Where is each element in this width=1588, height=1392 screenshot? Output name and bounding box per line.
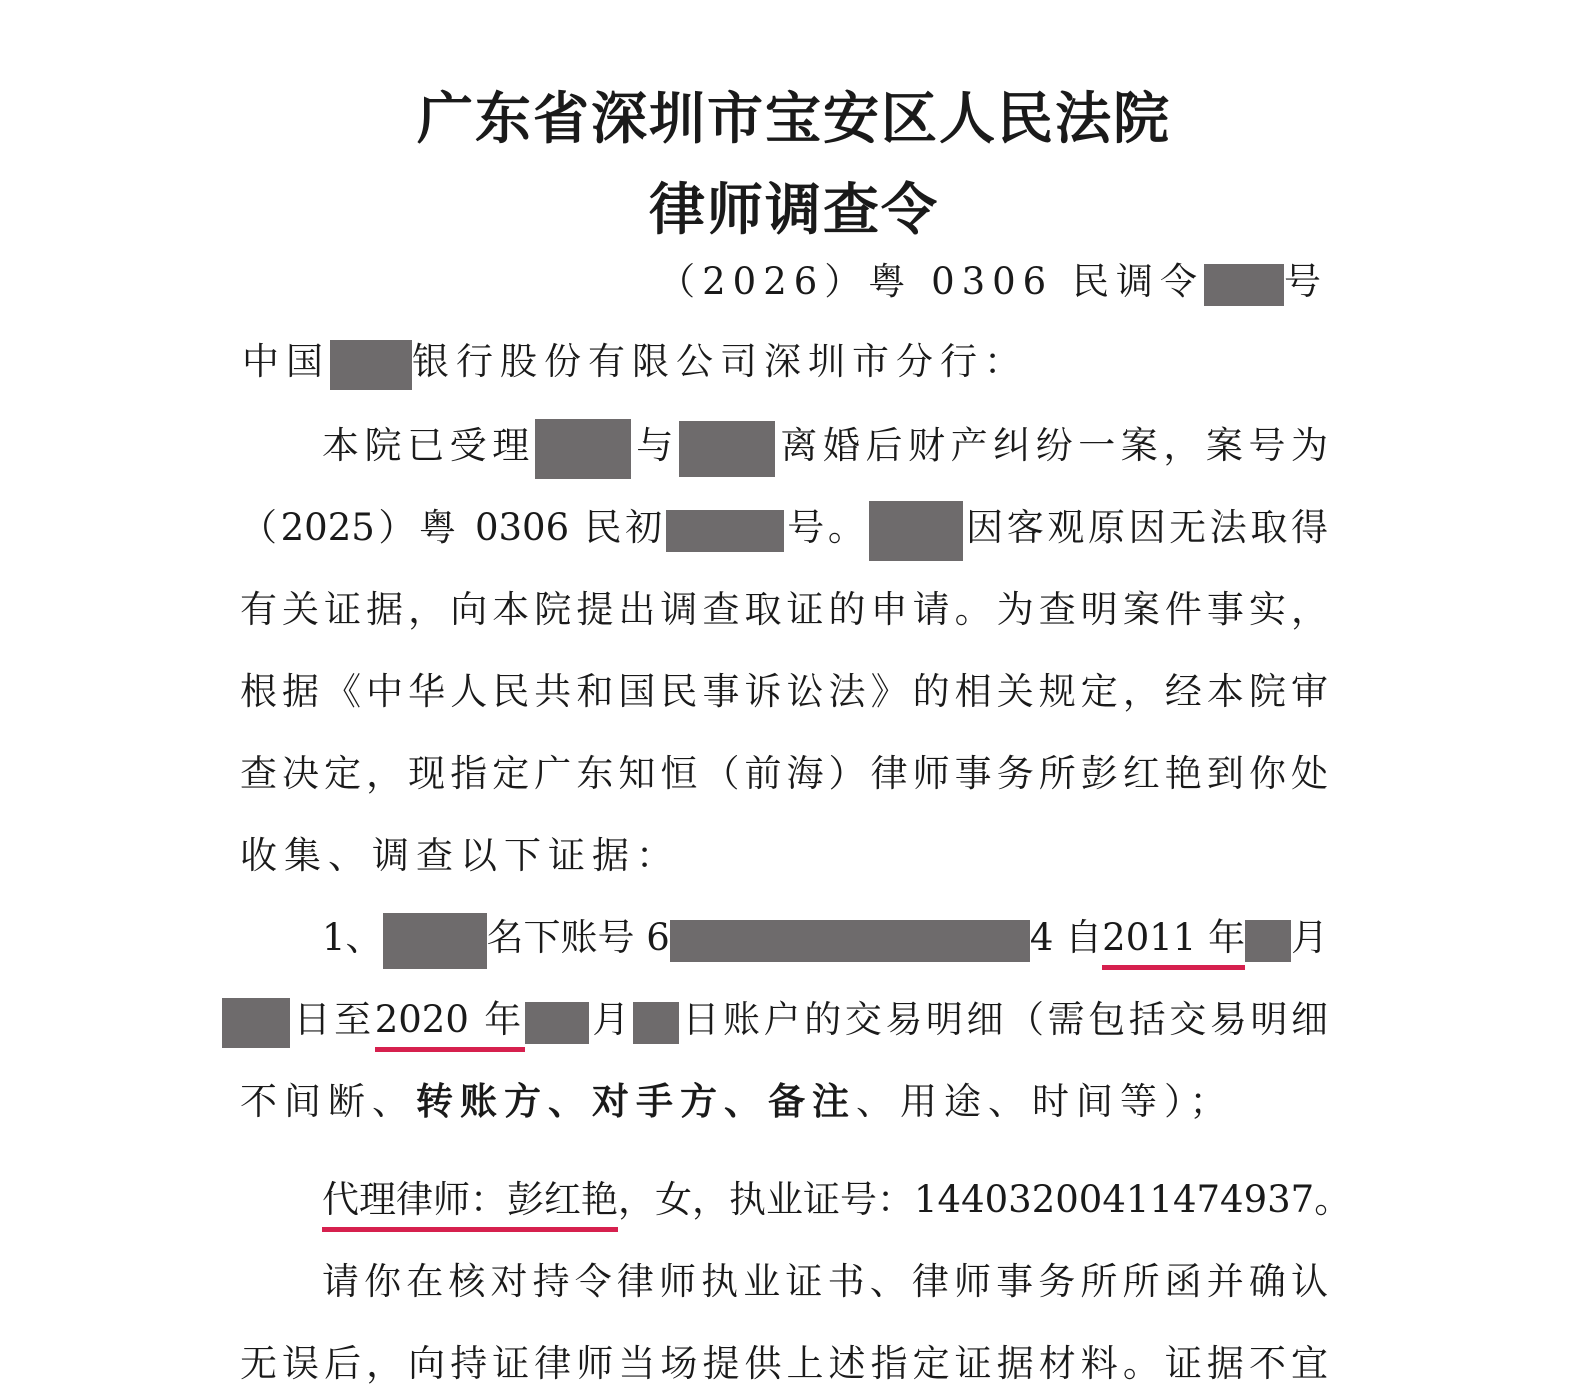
evidence-item-line [222,992,1328,1048]
redaction [1245,920,1291,962]
addressee-pre: 中国 [242,340,330,383]
paragraph-line: 收集、调查以下证据： [240,834,680,877]
text: 名下账号 6 [486,916,670,959]
bold-text: 转账方、对手方、备注 [416,1080,856,1123]
paragraph-line: 有关证据，向本院提出调查取证的申请。为查明案件事实， [240,588,1328,631]
redaction [633,1002,679,1044]
redaction [330,340,412,390]
text: 号。 [783,506,869,549]
paragraph-line: 查决定，现指定广东知恒（前海）律师事务所彭红艳到你处 [240,752,1328,795]
redaction [666,510,784,552]
text: 日至 [290,998,375,1041]
lawyer-license: ，女，执业证号：14403200411474937。 [618,1178,1352,1221]
redaction [525,1002,589,1044]
text: （2025）粤 0306 民初 [240,506,666,549]
evidence-item-line [322,910,1328,969]
paragraph-line: 请你在核对持令律师执业证书、律师事务所所函并确认 [322,1260,1328,1303]
redaction [679,421,775,477]
paragraph-line: 根据《中华人民共和国民事诉讼法》的相关规定，经本院审 [240,670,1328,713]
document-title: 律师调查令 [649,178,939,243]
underlined-year-2011: 2011 年 [1102,916,1245,970]
text: 因客观原因无法取得 [962,506,1328,549]
doc-no-suffix: 号 [1284,260,1328,303]
text: 与 [630,424,679,467]
text: 月 [1291,916,1329,959]
text: 、用途、时间等）； [856,1080,1234,1123]
lawyer-name-underlined: 代理律师：彭红艳 [322,1178,618,1232]
evidence-item-line [240,1074,1328,1130]
text: 离婚后财产纠纷一案，案号为 [774,424,1329,467]
document-number [658,254,1328,310]
text: 月 [588,998,633,1041]
underlined-year-2020: 2020 年 [375,998,525,1052]
redaction [535,419,631,479]
addressee [242,334,1330,390]
redaction [869,501,963,561]
text: 1、 [322,916,383,959]
redaction [383,913,487,969]
court-name: 广东省深圳市宝安区人民法院 [417,87,1171,152]
redaction [222,998,290,1048]
doc-no-text: （2026）粤 0306 民调令 [658,260,1204,303]
text: 不间断、 [240,1080,416,1123]
paragraph-line [240,500,1328,561]
text: 日账户的交易明细（需包括交易明细 [678,998,1329,1041]
addressee-post: 银行股份有限公司深圳市分行： [412,340,1028,383]
paragraph-line [322,418,1328,479]
text: 4 自 [1029,916,1103,959]
text: 本院已受理 [322,424,535,467]
lawyer-info [322,1172,1352,1228]
redaction [1204,264,1284,306]
paragraph-line: 无误后，向持证律师当场提供上述指定证据材料。证据不宜 [240,1342,1328,1385]
redaction [670,920,1030,962]
